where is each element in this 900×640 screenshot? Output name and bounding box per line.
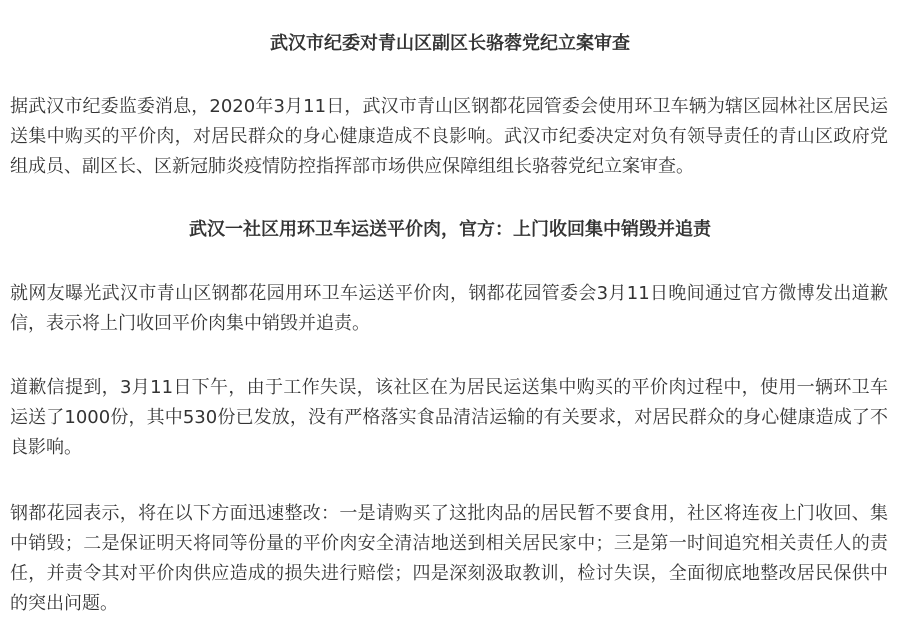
paragraph-apology-details: 道歉信提到，3月11日下午，由于工作失误，该社区在为居民运送集中购买的平价肉过程中，使用一辆环卫车运送了1000份，其中530份已发放，没有严格落实食品清洁运输的有关要求，对居民群众的身心健康造成了不良影响。	[10, 377, 888, 458]
article-title: 武汉市纪委对青山区副区长骆蓉党纪立案审查	[270, 33, 630, 54]
section-heading: 武汉一社区用环卫车运送平价肉，官方：上门收回集中销毁并追责	[189, 219, 711, 240]
paragraph-announcement: 据武汉市纪委监委消息，2020年3月11日，武汉市青山区钢都花园管委会使用环卫车辆为辖区园林社区居民运送集中购买的平价肉，对居民群众的身心健康造成不良影响。武汉市纪委决定对负有领导责任的青山区政府党组成员、副区长、区新冠肺炎疫情防控指挥部市场供应保障组组长骆蓉党纪立案审查。	[10, 96, 888, 177]
paragraph-rectification: 钢都花园表示，将在以下方面迅速整改：一是请购买了这批肉品的居民暂不要食用，社区将连夜上门收回、集中销毁；二是保证明天将同等份量的平价肉安全清洁地送到相关居民家中；三是第一时间追究相关责任人的责任，并责令其对平价肉供应造成的损失进行赔偿；四是深刻汲取教训，检讨失误，全面彻底地整改居民保供中的突出问题。	[10, 503, 888, 614]
paragraph-apology-notice: 就网友曝光武汉市青山区钢都花园用环卫车运送平价肉，钢都花园管委会3月11日晚间通过官方微博发出道歉信，表示将上门收回平价肉集中销毁并追责。	[10, 283, 888, 334]
